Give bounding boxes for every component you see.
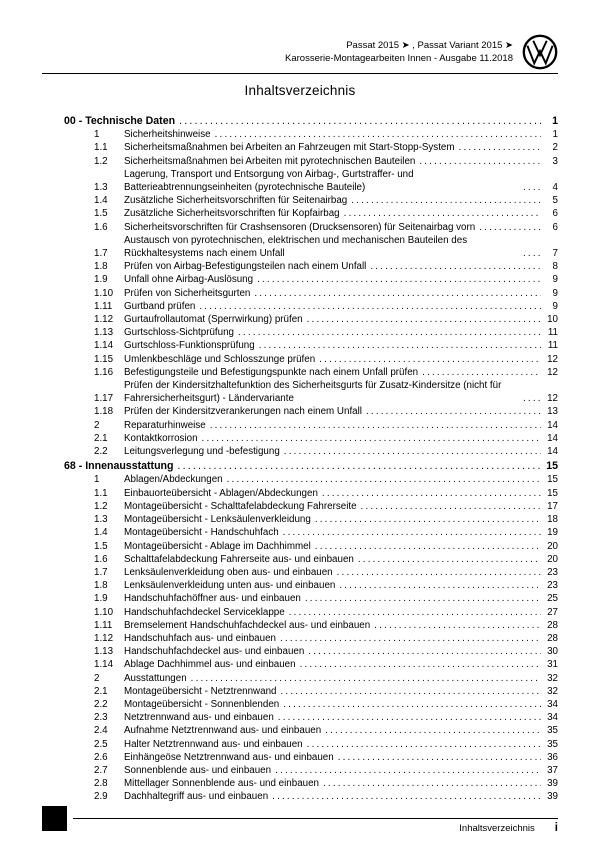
toc-entry-title: Montageübersicht - Sonnenblenden — [124, 698, 280, 710]
toc-entry-number: 2.8 — [94, 778, 108, 790]
toc-entry-page: 35 — [547, 738, 558, 750]
toc-entry[interactable] — [42, 500, 558, 513]
dot-leader — [358, 553, 541, 566]
toc-entry-page: 8 — [552, 261, 558, 273]
toc-entry-number: 1.18 — [94, 406, 114, 418]
toc-entry-number: 1.4 — [94, 195, 108, 207]
toc-entry-page: 19 — [547, 527, 558, 539]
toc-entry-page: 25 — [547, 593, 558, 605]
toc-entry[interactable] — [42, 658, 558, 671]
toc-entry-page: 6 — [552, 208, 558, 220]
toc-entry-number: 1.7 — [94, 566, 108, 578]
toc-entry-page: 36 — [547, 751, 558, 763]
toc-entry-number: 1.1 — [94, 487, 108, 499]
toc-entry-number: 1 — [94, 474, 100, 486]
page-header — [42, 34, 558, 70]
toc-entry-page: 20 — [547, 540, 558, 552]
toc-entry[interactable] — [42, 313, 558, 326]
toc-entry[interactable] — [42, 207, 558, 220]
dot-leader — [284, 445, 541, 458]
dot-leader — [307, 313, 541, 326]
toc-entry-page: 4 — [552, 182, 558, 194]
toc-entry-number: 1.7 — [94, 248, 108, 260]
toc-entry[interactable] — [42, 194, 558, 207]
dot-leader — [419, 155, 541, 168]
toc-entry-number: 1.8 — [94, 261, 108, 273]
toc-entry-title: Lenksäulenverkleidung unten aus- und einbauen — [124, 580, 336, 592]
toc-entry[interactable] — [42, 698, 558, 711]
toc-entry-page: 35 — [547, 725, 558, 737]
toc-entry-page: 30 — [547, 646, 558, 658]
toc-entry-title: Gurtschloss-Sichtprüfung — [124, 327, 234, 339]
dot-leader — [305, 592, 541, 605]
toc-entry-page: 3 — [552, 155, 558, 167]
table-of-contents — [42, 115, 558, 804]
toc-entry-page: 2 — [552, 142, 558, 154]
dot-leader — [283, 526, 541, 539]
header-text — [285, 39, 513, 66]
toc-entry-number: 1.12 — [94, 632, 114, 644]
toc-entry-title: Zusätzliche Sicherheitsvorschriften für Kopfairbag — [124, 208, 340, 220]
page-title: Inhaltsverzeichnis — [244, 83, 356, 98]
toc-entry-title: Sicherheitsmaßnahmen bei Arbeiten mit pyrotechnischen Bauteilen — [124, 155, 416, 167]
toc-entry-number: 2 — [94, 672, 100, 684]
toc-entry-page: 14 — [547, 432, 558, 444]
toc-entry-page: 37 — [547, 764, 558, 776]
toc-entry-page: 23 — [547, 580, 558, 592]
dot-leader — [307, 738, 541, 751]
toc-entry-page: 28 — [547, 619, 558, 631]
toc-entry-page: 12 — [547, 353, 558, 365]
toc-entry-page: 9 — [552, 287, 558, 299]
dot-leader — [283, 698, 541, 711]
toc-section-header[interactable] — [42, 115, 558, 128]
toc-entry-page: 32 — [547, 685, 558, 697]
toc-entry[interactable] — [42, 128, 558, 141]
dot-leader — [337, 566, 541, 579]
toc-entry[interactable] — [42, 513, 558, 526]
toc-entry[interactable] — [42, 711, 558, 724]
toc-entry-number: 1.2 — [94, 155, 108, 167]
toc-entry-number: 1.13 — [94, 327, 114, 339]
toc-entry-number: 1.9 — [94, 274, 108, 286]
toc-entry-title: Austausch von pyrotechnischen, elektrischen und mechanischen Bauteilen des Rückhaltesystems nach einem Unfall — [124, 234, 468, 260]
toc-entry-title: Sicherheitshinweise — [124, 129, 211, 141]
dot-leader — [227, 473, 541, 486]
toc-entry[interactable] — [42, 273, 558, 286]
toc-entry[interactable] — [42, 606, 558, 619]
toc-entry-number: 1.3 — [94, 514, 108, 526]
toc-entry[interactable] — [42, 260, 558, 273]
dot-leader — [322, 487, 541, 500]
toc-entry-page: 5 — [552, 195, 558, 207]
header-doc-title: Karosserie-Montagearbeiten Innen - Ausgabe 11.2018 — [285, 53, 513, 64]
toc-entry-page: 6 — [552, 221, 558, 233]
toc-entry[interactable] — [42, 287, 558, 300]
toc-entry[interactable] — [42, 487, 558, 500]
toc-section-page: 15 — [546, 460, 558, 473]
toc-entry-title: Aufnahme Netztrennwand aus- und einbauen — [124, 725, 322, 737]
toc-entry-title: Netztrennwand aus- und einbauen — [124, 712, 274, 724]
toc-entry[interactable] — [42, 366, 558, 379]
toc-entry-page: 23 — [547, 566, 558, 578]
toc-entry-title: Gurtschloss-Funktionsprüfung — [124, 340, 255, 352]
toc-entry-number: 1.10 — [94, 287, 114, 299]
toc-entry[interactable] — [42, 738, 558, 751]
dot-leader — [177, 460, 541, 473]
toc-entry-number: 1.5 — [94, 540, 108, 552]
dot-leader — [179, 115, 541, 128]
toc-entry-title: Lagerung, Transport und Entsorgung von Airbag-, Gurtstraffer- und Batterieabtrennungseinheiten (pyrotechnische Bauteile) — [124, 168, 414, 194]
dot-leader — [300, 658, 541, 671]
dot-leader — [280, 632, 541, 645]
toc-entry[interactable] — [42, 379, 558, 405]
toc-entry-page: 31 — [547, 659, 558, 671]
dot-leader — [272, 790, 541, 803]
toc-entry-number: 1.4 — [94, 527, 108, 539]
toc-entry-page: 39 — [547, 791, 558, 803]
toc-entry[interactable] — [42, 592, 558, 605]
toc-entry[interactable] — [42, 353, 558, 366]
toc-entry-page: 28 — [547, 632, 558, 644]
toc-entry-page: 32 — [547, 672, 558, 684]
toc-entry-page: 20 — [547, 553, 558, 565]
toc-entry[interactable] — [42, 432, 558, 445]
toc-entry-page: 9 — [552, 274, 558, 286]
toc-entry-title: Bremselement Handschuhfachdeckel aus- und einbauen — [124, 619, 371, 631]
toc-entry-title: Prüfen von Airbag-Befestigungsteilen nach einem Unfall — [124, 261, 367, 273]
toc-entry-page: 9 — [552, 300, 558, 312]
dot-leader — [238, 326, 541, 339]
toc-entry[interactable] — [42, 751, 558, 764]
footer-page-number: i — [554, 822, 558, 834]
toc-entry-title: Prüfen der Kindersitzhaltefunktion des Sicherheitsgurts für Zusatz-Kindersitze (nicht für Fahrersicherheitsgurt) - Ländervariante — [124, 380, 502, 405]
toc-entry-page: 27 — [547, 606, 558, 618]
toc-entry[interactable] — [42, 326, 558, 339]
toc-entry[interactable] — [42, 405, 558, 418]
dot-leader — [259, 339, 541, 352]
toc-entry-number: 1.11 — [94, 619, 113, 631]
dot-leader — [523, 247, 541, 260]
dot-leader — [351, 194, 541, 207]
dot-leader — [254, 287, 541, 300]
toc-entry-number: 1.3 — [94, 182, 108, 194]
dot-leader — [319, 353, 541, 366]
toc-entry-title: Montageübersicht - Lenksäulenverkleidung — [124, 514, 311, 526]
toc-entry-title: Sonnenblende aus- und einbauen — [124, 764, 272, 776]
toc-entry-title: Sicherheitsvorschriften für Crashsensoren (Drucksensoren) für Seitenairbag vorn — [124, 221, 476, 233]
toc-entry[interactable] — [42, 234, 558, 260]
toc-entry-title: Montageübersicht - Netztrennwand — [124, 685, 277, 697]
toc-entry-title: Montageübersicht - Handschuhfach — [124, 527, 279, 539]
toc-entry[interactable] — [42, 566, 558, 579]
toc-entry-number: 1.14 — [94, 659, 114, 671]
toc-entry[interactable] — [42, 473, 558, 486]
toc-entry-title: Handschuhfachdeckel aus- und einbauen — [124, 646, 305, 658]
dot-leader — [215, 128, 541, 141]
toc-entry-number: 1.13 — [94, 646, 114, 658]
toc-entry-number: 1.1 — [94, 142, 108, 154]
footer-text — [73, 819, 558, 834]
dot-leader — [323, 777, 541, 790]
dot-leader — [210, 419, 541, 432]
dot-leader — [289, 606, 541, 619]
toc-entry-number: 1.10 — [94, 606, 114, 618]
toc-entry-title: Gurtband prüfen — [124, 300, 196, 312]
toc-entry-title: Prüfen der Kindersitzverankerungen nach einem Unfall — [124, 406, 362, 418]
toc-entry-title: Sicherheitsmaßnahmen bei Arbeiten an Fahrzeugen mit Start-Stopp-System — [124, 142, 455, 154]
toc-entry[interactable] — [42, 790, 558, 803]
toc-entry-number: 1 — [94, 129, 100, 141]
toc-entry-number: 1.9 — [94, 593, 108, 605]
toc-entry-page: 15 — [547, 487, 558, 499]
footer-label: Inhaltsverzeichnis — [459, 823, 535, 834]
toc-section-page: 1 — [552, 115, 558, 127]
toc-entry-title: Ablagen/Abdeckungen — [124, 474, 223, 486]
toc-entry-title: Montageübersicht - Schalttafelabdeckung Fahrerseite — [124, 500, 357, 512]
toc-entry[interactable] — [42, 540, 558, 553]
toc-entry-page: 7 — [552, 248, 558, 260]
toc-entry-page: 11 — [547, 340, 558, 352]
toc-entry-title: Gurtaufrollautomat (Sperrwirkung) prüfen — [124, 314, 303, 326]
dot-leader — [257, 273, 541, 286]
toc-entry-number: 1.11 — [94, 300, 113, 312]
toc-entry[interactable] — [42, 632, 558, 645]
toc-entry-page: 13 — [547, 406, 558, 418]
dot-leader — [459, 141, 541, 154]
toc-entry-number: 2.3 — [94, 712, 108, 724]
toc-entry-number: 2.1 — [94, 685, 108, 697]
dot-leader — [339, 579, 541, 592]
dot-leader — [523, 181, 541, 194]
toc-entry-number: 1.16 — [94, 366, 114, 378]
footer-black-square — [42, 806, 67, 831]
toc-entry-title: Mittellager Sonnenblende aus- und einbauen — [124, 778, 319, 790]
toc-entry[interactable] — [42, 339, 558, 352]
toc-entry[interactable] — [42, 724, 558, 737]
toc-entry[interactable] — [42, 579, 558, 592]
toc-entry[interactable] — [42, 685, 558, 698]
toc-entry-number: 2.2 — [94, 698, 108, 710]
toc-entry-title: Leitungsverlegung und -befestigung — [124, 446, 280, 458]
toc-entry-page: 34 — [547, 698, 558, 710]
toc-entry-title: Ablage Dachhimmel aus- und einbauen — [124, 659, 296, 671]
toc-entry-number: 2.9 — [94, 791, 108, 803]
toc-entry-page: 14 — [547, 419, 558, 431]
toc-entry-number: 2.1 — [94, 432, 108, 444]
toc-entry-title: Handschuhfachdeckel Serviceklappe — [124, 606, 285, 618]
toc-entry-page: 17 — [547, 500, 558, 512]
dot-leader — [191, 672, 541, 685]
toc-entry-page: 12 — [547, 393, 558, 405]
toc-entry[interactable] — [42, 645, 558, 658]
toc-entry[interactable] — [42, 168, 558, 194]
toc-entry-title: Reparaturhinweise — [124, 419, 206, 431]
dot-leader — [338, 751, 541, 764]
vw-logo-icon — [522, 34, 558, 70]
toc-entry-page: 14 — [547, 446, 558, 458]
header-models: Passat 2015 ➤ , Passat Variant 2015 ➤ — [346, 39, 513, 51]
dot-leader — [361, 500, 541, 513]
toc-entry-title: Zusätzliche Sicherheitsvorschriften für Seitenairbag — [124, 195, 348, 207]
dot-leader — [199, 300, 541, 313]
toc-section-header[interactable] — [42, 460, 558, 473]
toc-entry-title: Kontaktkorrosion — [124, 432, 198, 444]
toc-entry[interactable] — [42, 300, 558, 313]
toc-entry[interactable] — [42, 155, 558, 168]
dot-leader — [202, 432, 541, 445]
toc-entry-title: Lenksäulenverkleidung oben aus- und einbauen — [124, 566, 333, 578]
toc-entry-page: 34 — [547, 712, 558, 724]
toc-entry-title: Handschuhfach aus- und einbauen — [124, 632, 276, 644]
toc-entry-title: Handschuhfachöffner aus- und einbauen — [124, 593, 301, 605]
dot-leader — [370, 260, 541, 273]
toc-entry-title: Einbauorteübersicht - Ablagen/Abdeckungen — [124, 487, 318, 499]
toc-entry-title: Halter Netztrennwand aus- und einbauen — [124, 738, 303, 750]
toc-entry-number: 2.4 — [94, 725, 108, 737]
header-divider — [42, 73, 558, 74]
toc-entry-number: 1.14 — [94, 340, 114, 352]
toc-entry-number: 1.8 — [94, 580, 108, 592]
toc-entry[interactable] — [42, 672, 558, 685]
toc-entry-number: 2.2 — [94, 446, 108, 458]
toc-entry-page: 11 — [547, 327, 558, 339]
toc-entry[interactable] — [42, 221, 558, 234]
toc-entry-number: 1.2 — [94, 500, 108, 512]
toc-entry-number: 1.15 — [94, 353, 114, 365]
toc-entry-number: 1.12 — [94, 314, 114, 326]
toc-entry-title: Unfall ohne Airbag-Auslösung — [124, 274, 254, 286]
toc-section-title: 68 - Innenausstattung — [64, 460, 174, 473]
toc-entry-title: Dachhaltegriff aus- und einbauen — [124, 791, 269, 803]
toc-entry[interactable] — [42, 526, 558, 539]
toc-section-title: 00 - Technische Daten — [64, 115, 176, 127]
toc-entry-number: 2.5 — [94, 738, 108, 750]
page-footer — [42, 806, 558, 834]
toc-entry-page: 15 — [547, 474, 558, 486]
dot-leader — [479, 221, 541, 234]
toc-entry[interactable] — [42, 419, 558, 432]
toc-entry-number: 1.17 — [94, 393, 114, 405]
dot-leader — [275, 764, 541, 777]
toc-entry-page: 12 — [547, 366, 558, 378]
toc-entry-title: Ausstattungen — [124, 672, 187, 684]
toc-entry-title: Befestigungsteile und Befestigungspunkte nach einem Unfall prüfen — [124, 366, 419, 378]
toc-entry-title: Prüfen von Sicherheitsgurten — [124, 287, 251, 299]
toc-entry-number: 1.6 — [94, 221, 108, 233]
toc-entry-page: 10 — [547, 314, 558, 326]
dot-leader — [325, 724, 541, 737]
dot-leader — [315, 540, 541, 553]
toc-entry[interactable] — [42, 764, 558, 777]
dot-leader — [308, 645, 541, 658]
dot-leader — [422, 366, 541, 379]
dot-leader — [280, 685, 541, 698]
toc-entry[interactable] — [42, 141, 558, 154]
toc-entry-number: 2.7 — [94, 764, 108, 776]
toc-entry[interactable] — [42, 553, 558, 566]
dot-leader — [366, 405, 541, 418]
toc-entry-page: 18 — [547, 514, 558, 526]
dot-leader — [374, 619, 541, 632]
toc-entry-title: Montageübersicht - Ablage im Dachhimmel — [124, 540, 311, 552]
dot-leader — [278, 711, 541, 724]
toc-entry-number: 1.6 — [94, 553, 108, 565]
toc-entry[interactable] — [42, 445, 558, 458]
toc-entry-number: 2.6 — [94, 751, 108, 763]
toc-entry-title: Einhängeöse Netztrennwand aus- und einbauen — [124, 751, 334, 763]
dot-leader — [523, 392, 541, 405]
toc-entry[interactable] — [42, 619, 558, 632]
toc-entry-title: Umlenkbeschläge und Schlosszunge prüfen — [124, 353, 316, 365]
dot-leader — [315, 513, 541, 526]
toc-entry[interactable] — [42, 777, 558, 790]
dot-leader — [344, 207, 541, 220]
footer-right — [73, 806, 558, 834]
toc-entry-number: 2 — [94, 419, 100, 431]
toc-entry-page: 1 — [552, 129, 558, 141]
toc-entry-page: 39 — [547, 778, 558, 790]
toc-entry-number: 1.5 — [94, 208, 108, 220]
toc-entry-title: Schalttafelabdeckung Fahrerseite aus- und einbauen — [124, 553, 354, 565]
